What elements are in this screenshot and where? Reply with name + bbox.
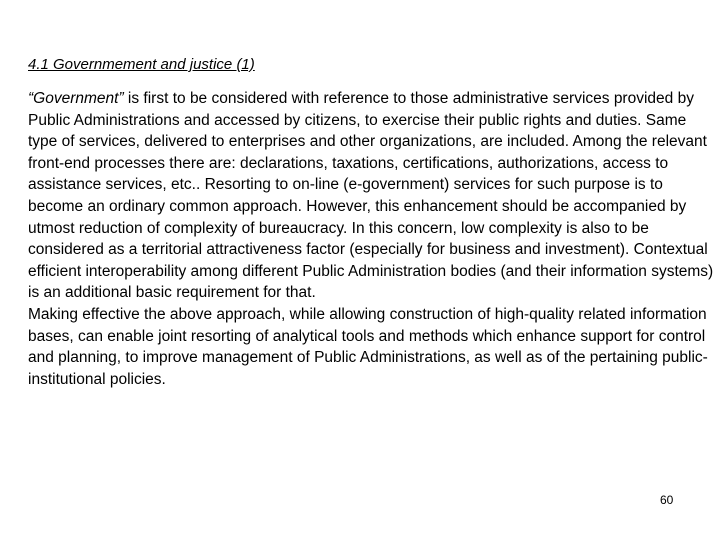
paragraph-1: [28, 88, 718, 304]
paragraph-2: [28, 304, 718, 390]
slide-title: 4.1 Governmement and justice (1): [28, 56, 255, 73]
government-term: “Government”: [28, 90, 124, 107]
paragraph-1-text: is first to be considered with reference to those administrative services provided by Public Administrations and accessed by citizens, to exercise their public rights and duties. Same type of services, delivered to enterprises and other organizations, are included. Among the relevant front-end processes there are: declarations, taxations, certifications, authorizations, access to assistance services, etc.. Resorting to on-line (e-government) services for such purpose is to become an ordinary common approach. However, this enhancement should be accompanied by utmost reduction of complexity of bureaucracy. In this concern, low complexity is also to be considered as a territorial attractiveness factor (especially for business and investment). Contextual efficient interoperability among different Public Administration bodies (and their information systems) is an additional basic requirement for that.: [28, 90, 714, 302]
paragraph-2-text: Making effective the above approach, while allowing construction of high-quality related information bases, can enable joint resorting of analytical tools and methods which enhance support for control and planning, to improve management of Public Administrations, as well as of the pertaining public-institutional policies.: [28, 305, 708, 388]
body-text: [28, 88, 718, 390]
page-number: 60: [660, 493, 674, 507]
